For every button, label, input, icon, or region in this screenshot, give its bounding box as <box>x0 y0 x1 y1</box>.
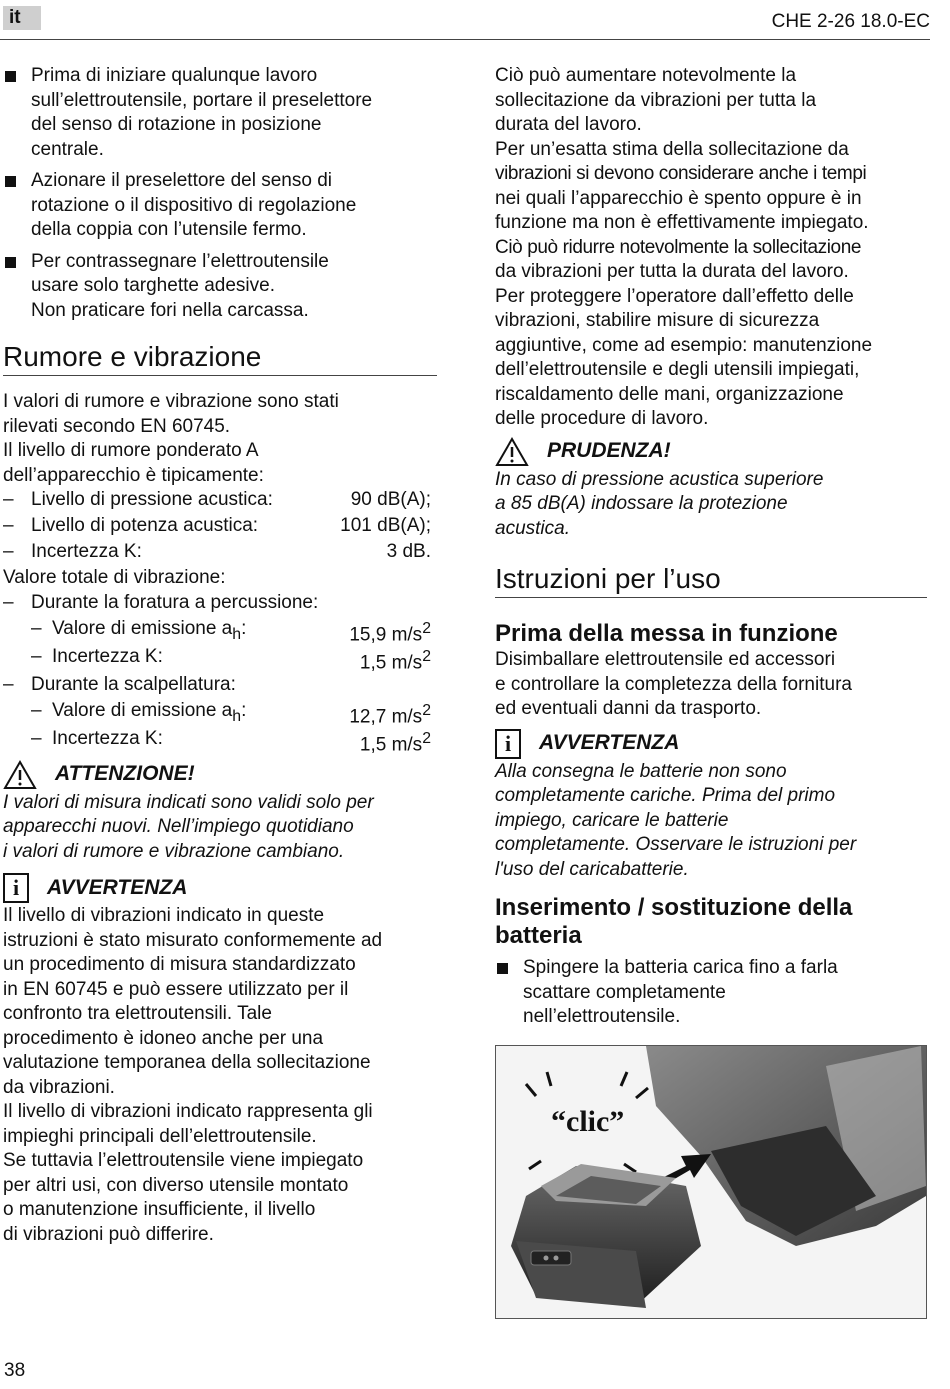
text-line: I valori di rumore e vibrazione sono stati <box>3 391 339 412</box>
text-line: rilevati secondo EN 60745. <box>3 415 231 437</box>
noise-label: Incertezza K: <box>31 541 142 562</box>
text-line: Se tuttavia l’elettroutensile viene impiegato <box>3 1150 364 1171</box>
text-line: apparecchi nuovi. Nell’impiego quotidiano <box>3 816 354 837</box>
text-line: nei quali l’apparecchio è spento oppure è in <box>495 187 862 209</box>
bullet-square-icon <box>497 963 508 974</box>
text-line: procedimento è idoneo anche per una <box>3 1027 324 1049</box>
superscript: 2 <box>422 647 431 665</box>
bullet-square-icon <box>5 257 16 268</box>
noise-row <box>3 514 437 540</box>
vibration-value <box>349 699 431 730</box>
text-line: I valori di misura indicati sono validi solo per <box>3 791 374 813</box>
text-line: durata del lavoro. <box>495 114 642 135</box>
bullet-line: Per contrassegnare l’elettroutensile <box>31 250 329 272</box>
text-line: Durante la scalpellatura: <box>31 673 236 695</box>
vibration-group-title <box>3 673 437 699</box>
section-title-noise: Rumore e vibrazione <box>3 341 262 372</box>
bullet-line: sull’elettroutensile, portare il preselettore <box>31 89 373 111</box>
bullet-square-icon <box>5 71 16 82</box>
text-line: Il livello di rumore ponderato A <box>3 440 259 461</box>
vibration-row <box>3 727 437 755</box>
caution-notice <box>495 436 927 468</box>
left-column <box>3 64 437 1247</box>
text-line: e controllare la completezza della fornitura <box>495 673 852 695</box>
subsection-title: batteria <box>495 922 582 949</box>
value-text: 1,5 m/s <box>359 651 423 673</box>
bullet-line: della coppia con l’utensile fermo. <box>31 219 307 240</box>
text-line: da vibrazioni. <box>3 1076 115 1098</box>
info-icon: i <box>495 729 521 759</box>
note-label: AVVERTENZA <box>47 875 188 899</box>
text-line: in EN 60745 e può essere utilizzato per il <box>3 978 349 1000</box>
vibration-value <box>360 727 431 758</box>
vibration-value <box>349 617 431 648</box>
warning-triangle-icon <box>3 760 37 790</box>
header-divider <box>0 39 930 40</box>
superscript: 2 <box>422 701 431 719</box>
text-line: In caso di pressione acustica superiore <box>495 468 824 490</box>
bullet-line: Azionare il preselettore del senso di <box>31 170 333 191</box>
bullet-item <box>3 169 437 243</box>
text-line: sollecitazione da vibrazioni per tutta la <box>495 89 817 111</box>
battery-insertion-figure <box>495 1045 927 1319</box>
noise-value: 90 dB(A); <box>350 489 431 510</box>
text-line: l'uso del caricabatterie. <box>495 858 689 880</box>
caution-label: PRUDENZA! <box>547 439 671 463</box>
text-line: da vibrazioni per tutta la durata del lavoro. <box>495 261 849 282</box>
noise-value: 101 dB(A); <box>340 515 431 536</box>
text-line: vibrazioni, stabilire misure di sicurezza <box>495 310 820 331</box>
text-line: confronto tra elettroutensili. Tale <box>3 1003 272 1024</box>
value-text: 12,7 m/s <box>349 705 423 727</box>
text-line: ed eventuali danni da trasporto. <box>495 698 762 719</box>
text-line: per altri usi, con diverso utensile montato <box>3 1174 349 1196</box>
text-line: Valore totale di vibrazione: <box>3 567 226 588</box>
text-line: completamente. Osservare le istruzioni per <box>495 834 857 855</box>
text-line: completamente cariche. Prima del primo <box>495 785 836 806</box>
vibration-label: Incertezza K: <box>52 727 163 749</box>
text-line: Alla consegna le batterie non sono <box>495 760 787 782</box>
text-line: istruzioni è stato misurato conformemente ad <box>3 929 383 951</box>
bullet-line: nell’elettroutensile. <box>523 1006 681 1027</box>
section-title-usage: Istruzioni per l’uso <box>495 563 721 594</box>
vibration-label: Valore di emissione a <box>52 699 233 721</box>
text-line: aggiuntive, come ad esempio: manutenzione <box>495 334 873 356</box>
note-label: AVVERTENZA <box>539 731 680 755</box>
superscript: 2 <box>422 619 431 637</box>
figure-label: “clic” <box>551 1105 625 1138</box>
value-text: 1,5 m/s <box>359 733 423 755</box>
text-line: funzione ma non è effettivamente impiegato. <box>495 212 869 233</box>
bullet-line: del senso di rotazione in posizione <box>31 114 322 135</box>
bullet-item <box>495 956 927 1030</box>
page-number: 38 <box>4 1360 26 1381</box>
model-number: CHE 2-26 18.0-EC <box>771 11 930 32</box>
bullet-line: centrale. <box>31 138 104 160</box>
bullet-line: rotazione o il dispositivo di regolazione <box>31 194 357 216</box>
text-line: un procedimento di misura standardizzato <box>3 954 356 975</box>
text-line: Ciò può ridurre notevolmente la sollecitazione <box>495 236 862 258</box>
subscript: h <box>232 707 242 725</box>
vibration-row: – Valore di emissione $a_h$: 12,7 $m/s^2$ <box>3 699 437 727</box>
subsection-title: Inserimento / sostituzione della <box>495 894 853 921</box>
attention-notice <box>3 759 437 791</box>
text-line: i valori di rumore e vibrazione cambiano. <box>3 840 345 862</box>
battery-illustration <box>496 1046 926 1318</box>
noise-value: 3 dB. <box>386 541 431 562</box>
subsection-title: Prima della messa in funzione <box>495 620 838 647</box>
text-line: acustica. <box>495 517 570 539</box>
noise-row <box>3 488 437 514</box>
noise-label: Livello di pressione acustica: <box>31 489 273 510</box>
bullet-line: Non praticare fori nella carcassa. <box>31 299 309 321</box>
text-line: Per un’esatta stima della sollecitazione da <box>495 138 849 160</box>
text-line: Ciò può aumentare notevolmente la <box>495 65 797 86</box>
text-line: dell’elettroutensile e degli utensili impiegati, <box>495 359 860 380</box>
vibration-value <box>360 645 431 676</box>
text-line: dell’apparecchio è tipicamente: <box>3 464 264 486</box>
bullet-item <box>3 64 437 162</box>
text-line: vibrazioni si devono considerare anche i tempi <box>495 163 867 184</box>
bullet-square-icon <box>5 176 16 187</box>
superscript: 2 <box>422 729 431 747</box>
bullet-line: usare solo targhette adesive. <box>31 275 275 296</box>
bullet-item <box>3 250 437 324</box>
text-line: Il livello di vibrazioni indicato rappresenta gli <box>3 1101 373 1122</box>
subscript: h <box>232 625 242 643</box>
attention-label: ATTENZIONE! <box>55 762 195 786</box>
note-notice <box>3 872 437 904</box>
language-tag: it <box>3 6 41 30</box>
text-line: Per proteggere l’operatore dall’effetto delle <box>495 285 854 307</box>
text-line: di vibrazioni può differire. <box>3 1223 214 1245</box>
bullet-line: scattare completamente <box>523 981 726 1003</box>
text-line: impieghi principali dell’elettroutensile. <box>3 1125 317 1147</box>
right-column <box>495 64 927 1037</box>
vibration-label: Valore di emissione a <box>52 617 233 639</box>
vibration-group-title <box>3 591 437 617</box>
text-line: Durante la foratura a percussione: <box>31 591 319 613</box>
text-line: riscaldamento delle mani, organizzazione <box>495 383 844 405</box>
note-notice <box>495 728 927 760</box>
text-line: impiego, caricare le batterie <box>495 809 729 831</box>
vibration-row: – Valore di emissione $a_h$: 15,9 $m/s^2$ <box>3 617 437 645</box>
text-line: valutazione temporanea della sollecitazione <box>3 1052 371 1073</box>
vibration-label: Incertezza K: <box>52 645 163 667</box>
text-line: a 85 dB(A) indossare la protezione <box>495 493 788 514</box>
bullet-line: Prima di iniziare qualunque lavoro <box>31 65 318 86</box>
value-text: 15,9 m/s <box>349 623 423 645</box>
bullet-line: Spingere la batteria carica fino a farla <box>523 957 838 978</box>
text-line: o manutenzione insufficiente, il livello <box>3 1199 316 1220</box>
info-icon: i <box>3 873 29 903</box>
text-line: Disimballare elettroutensile ed accessori <box>495 649 836 670</box>
noise-row <box>3 540 437 566</box>
warning-triangle-icon <box>495 437 529 467</box>
text-line: delle procedure di lavoro. <box>495 408 709 429</box>
section-divider <box>3 375 437 376</box>
noise-label: Livello di potenza acustica: <box>31 515 259 536</box>
section-divider <box>495 597 927 598</box>
vibration-row <box>3 645 437 673</box>
text-line: Il livello di vibrazioni indicato in queste <box>3 905 325 926</box>
